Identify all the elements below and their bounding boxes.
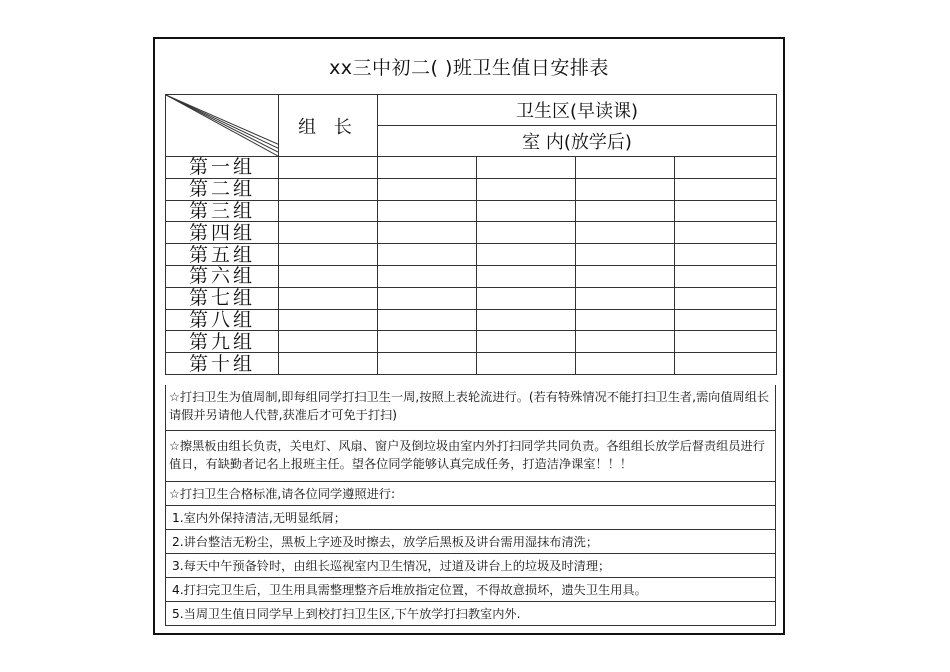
note-standard-item: 3.每天中午预备铃时，由组长巡视室内卫生情况，过道及讲台上的垃圾及时清理； bbox=[165, 554, 776, 578]
note-standard-item: 4.打扫完卫生后，卫生用具需整理整齐后堆放指定位置，不得故意损坏，遗失卫生用具。 bbox=[165, 578, 776, 602]
duty-cell[interactable] bbox=[675, 309, 777, 331]
duty-cell[interactable] bbox=[675, 178, 777, 200]
diagonal-header-cell bbox=[166, 95, 279, 157]
duty-cell[interactable] bbox=[477, 265, 576, 287]
leader-cell[interactable] bbox=[279, 265, 378, 287]
group-name-cell: 第八组 bbox=[166, 309, 279, 331]
duty-cell[interactable] bbox=[378, 157, 477, 179]
group-row bbox=[166, 222, 777, 244]
duty-cell[interactable] bbox=[675, 157, 777, 179]
duty-cell[interactable] bbox=[576, 287, 675, 309]
group-row bbox=[166, 244, 777, 266]
duty-cell[interactable] bbox=[378, 244, 477, 266]
duty-cell[interactable] bbox=[675, 200, 777, 222]
duty-cell[interactable] bbox=[576, 244, 675, 266]
group-name-cell: 第七组 bbox=[166, 287, 279, 309]
group-name-cell: 第五组 bbox=[166, 244, 279, 266]
duty-cell[interactable] bbox=[477, 353, 576, 375]
group-rows bbox=[166, 157, 777, 375]
duty-cell[interactable] bbox=[675, 287, 777, 309]
leader-cell[interactable] bbox=[279, 157, 378, 179]
duty-cell[interactable] bbox=[675, 244, 777, 266]
duty-cell[interactable] bbox=[378, 309, 477, 331]
duty-cell[interactable] bbox=[477, 178, 576, 200]
duty-cell[interactable] bbox=[378, 287, 477, 309]
duty-cell[interactable] bbox=[477, 157, 576, 179]
duty-cell[interactable] bbox=[378, 331, 477, 353]
duty-cell[interactable] bbox=[477, 331, 576, 353]
duty-cell[interactable] bbox=[477, 287, 576, 309]
group-row bbox=[166, 287, 777, 309]
sheet-title: xx三中初二( )班卫生值日安排表 bbox=[329, 57, 609, 79]
duty-cell[interactable] bbox=[477, 222, 576, 244]
group-row bbox=[166, 309, 777, 331]
note-standard-item: 2.讲台整洁无粉尘，黑板上字迹及时擦去，放学后黑板及讲台需用湿抹布清洗； bbox=[165, 530, 776, 554]
leader-cell[interactable] bbox=[279, 309, 378, 331]
header-row-top bbox=[166, 95, 777, 126]
note-standard-item: 1.室内外保持清洁,无明显纸屑； bbox=[165, 506, 776, 530]
duty-cell[interactable] bbox=[477, 244, 576, 266]
duty-cell[interactable] bbox=[675, 222, 777, 244]
leader-cell[interactable] bbox=[279, 244, 378, 266]
group-name-cell: 第九组 bbox=[166, 331, 279, 353]
duty-schedule-sheet bbox=[153, 37, 785, 635]
group-name-cell: 第十组 bbox=[166, 353, 279, 375]
duty-cell[interactable] bbox=[378, 265, 477, 287]
note-standard-intro: ☆打扫卫生合格标准,请各位同学遵照进行: bbox=[165, 482, 776, 506]
duty-cell[interactable] bbox=[576, 309, 675, 331]
duty-cell[interactable] bbox=[477, 200, 576, 222]
duty-cell[interactable] bbox=[675, 353, 777, 375]
leader-cell[interactable] bbox=[279, 222, 378, 244]
duty-cell[interactable] bbox=[576, 353, 675, 375]
note-standard-item: 5.当周卫生值日同学早上到校打扫卫生区,下午放学打扫教室内外. bbox=[165, 602, 776, 626]
schedule-table bbox=[165, 94, 777, 375]
notes-section bbox=[165, 385, 776, 626]
group-row bbox=[166, 200, 777, 222]
group-row bbox=[166, 353, 777, 375]
diagonal-lines bbox=[166, 95, 278, 156]
group-name-cell: 第六组 bbox=[166, 265, 279, 287]
leader-cell[interactable] bbox=[279, 287, 378, 309]
duty-cell[interactable] bbox=[576, 265, 675, 287]
duty-cell[interactable] bbox=[378, 222, 477, 244]
duty-cell[interactable] bbox=[378, 178, 477, 200]
leader-cell[interactable] bbox=[279, 178, 378, 200]
duty-cell[interactable] bbox=[378, 200, 477, 222]
duty-cell[interactable] bbox=[576, 178, 675, 200]
note-rule-duties: ☆擦黑板由组长负责，关电灯、风扇、窗户及倒垃圾由室内外打扫同学共同负责。各组组长放学后督责组员进行值日，有缺勤者记名上报班主任。望各位同学能够认真完成任务，打造洁净课室！！！ bbox=[165, 431, 776, 482]
area-header-indoor: 室 内(放学后) bbox=[378, 126, 777, 157]
duty-cell[interactable] bbox=[675, 331, 777, 353]
leader-cell[interactable] bbox=[279, 331, 378, 353]
group-name-cell: 第三组 bbox=[166, 200, 279, 222]
duty-cell[interactable] bbox=[576, 222, 675, 244]
note-rule-rotation: ☆打扫卫生为值周制,即每组同学打扫卫生一周,按照上表轮流进行。(若有特殊情况不能打扫卫生者,需向值周组长请假并另请他人代替,获准后才可免于打扫) bbox=[165, 385, 776, 431]
group-name-cell: 第二组 bbox=[166, 178, 279, 200]
area-header-morning: 卫生区(早读课) bbox=[378, 95, 777, 126]
group-name-cell: 第四组 bbox=[166, 222, 279, 244]
duty-cell[interactable] bbox=[378, 353, 477, 375]
duty-cell[interactable] bbox=[576, 331, 675, 353]
duty-cell[interactable] bbox=[576, 157, 675, 179]
group-row bbox=[166, 265, 777, 287]
group-row bbox=[166, 157, 777, 179]
duty-cell[interactable] bbox=[576, 200, 675, 222]
duty-cell[interactable] bbox=[477, 309, 576, 331]
leader-cell[interactable] bbox=[279, 200, 378, 222]
group-row bbox=[166, 331, 777, 353]
group-name-cell: 第一组 bbox=[166, 157, 279, 179]
duty-cell[interactable] bbox=[675, 265, 777, 287]
leader-header: 组 长 bbox=[279, 95, 378, 157]
group-row bbox=[166, 178, 777, 200]
leader-cell[interactable] bbox=[279, 353, 378, 375]
